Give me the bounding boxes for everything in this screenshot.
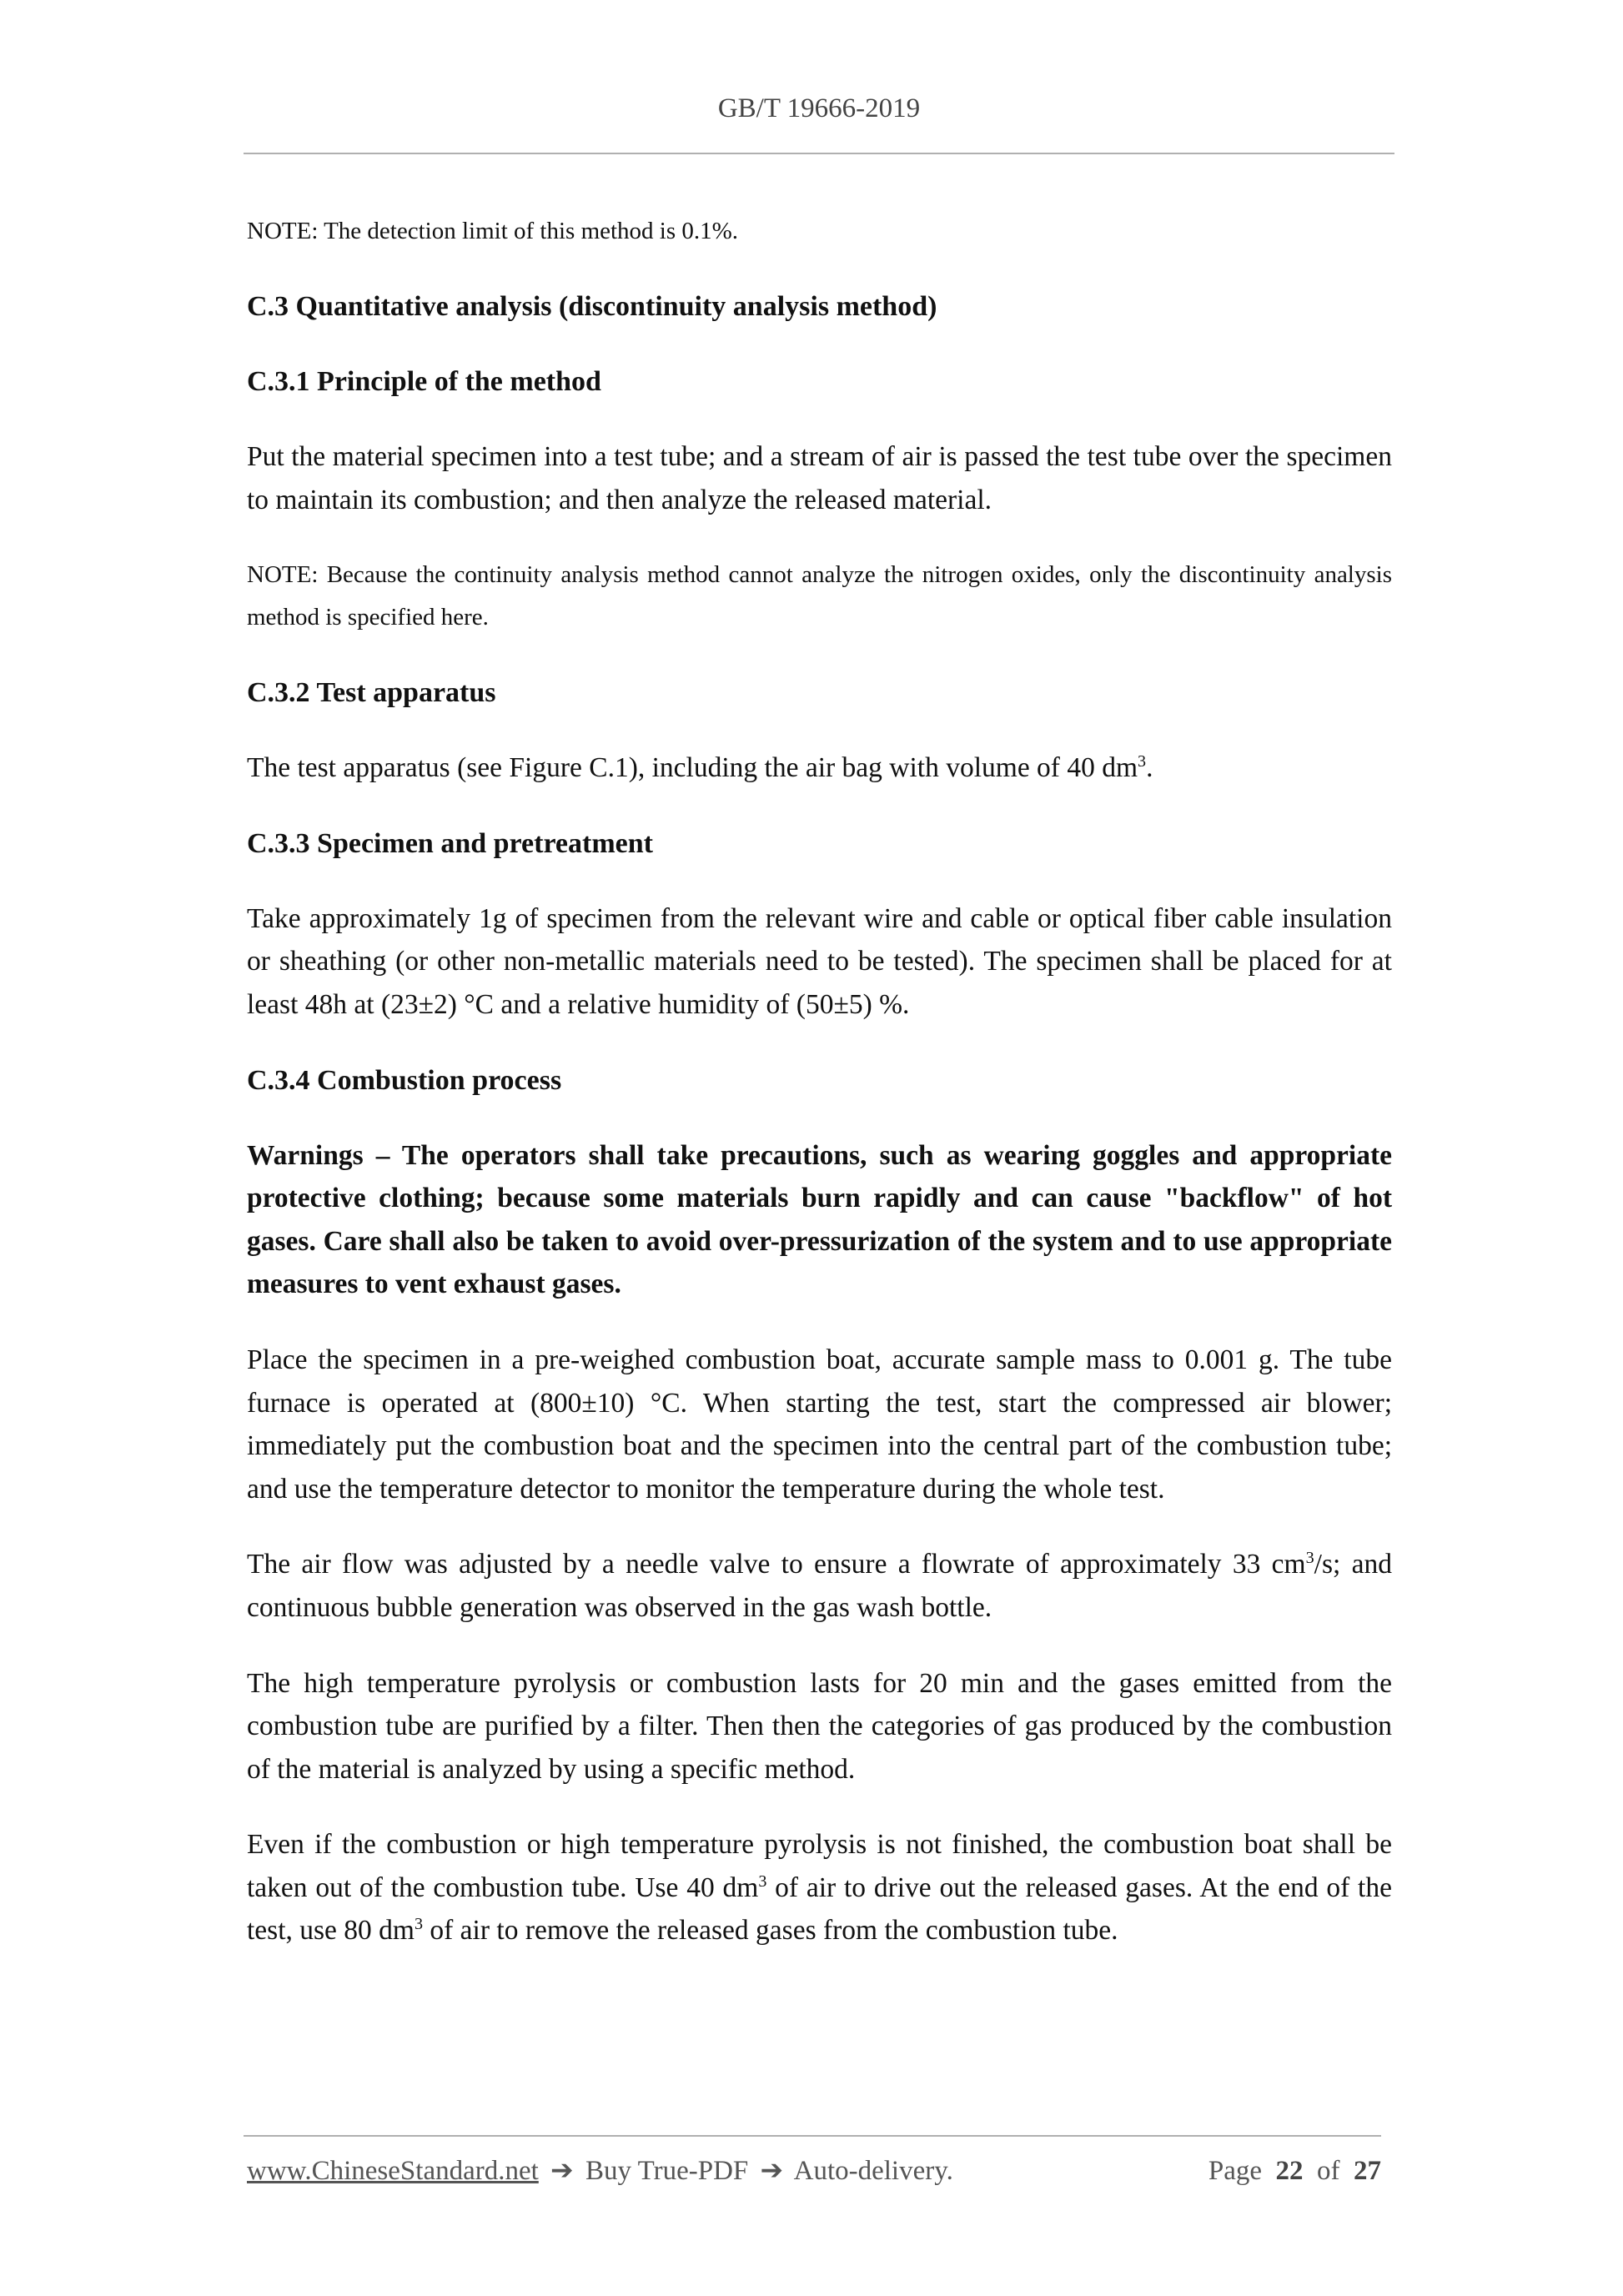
apparatus-text: The test apparatus (see Figure C.1), including the air bag with volume of 40 dm: [247, 752, 1138, 784]
section-c32-heading: C.3.2 Test apparatus: [247, 677, 496, 709]
section-c31-heading: C.3.1 Principle of the method: [247, 366, 601, 397]
removal-text-1: Even if the combustion or high temperature pyrolysis is not finished, the combustion boat shall be taken out of the combustion tube. Use 40 dm: [247, 1829, 1392, 1903]
airflow-superscript: 3: [1305, 1549, 1314, 1568]
combustion-paragraph-3: The high temperature pyrolysis or combustion lasts for 20 min and the gases emitted from the combustion tube are purified by a filter. Then then the categories of gas produced by the combustion of the material is analyzed by using a specific method.: [247, 1667, 1392, 1785]
auto-delivery-text: Auto-delivery.: [793, 2156, 953, 2186]
header-divider: [244, 153, 1394, 154]
removal-superscript-2: 3: [414, 1915, 424, 1934]
page-footer: [247, 2153, 1381, 2187]
removal-text-3: of air to remove the released gases from the combustion tube.: [423, 1915, 1118, 1947]
section-c34-heading: C.3.4 Combustion process: [247, 1064, 562, 1096]
arrow-right-icon: ➔: [550, 2156, 574, 2186]
footer-divider: [244, 2135, 1381, 2137]
continuity-note: NOTE: Because the continuity analysis method cannot analyze the nitrogen oxides, only the discontinuity analysis method is specified here.: [247, 561, 1392, 631]
combustion-paragraph-4: [247, 1823, 1392, 1952]
standard-number: GB/T 19666-2019: [717, 93, 921, 123]
apparatus-tail: .: [1146, 752, 1153, 784]
airflow-tail: /s; and continuous bubble generation was observed in the gas wash bottle.: [247, 1549, 1392, 1623]
detection-limit-note: NOTE: The detection limit of this method is 0.1%.: [247, 218, 739, 244]
page-label: Page: [1208, 2156, 1262, 2186]
specimen-paragraph: Take approximately 1g of specimen from the relevant wire and cable or optical fiber cable insulation or sheathing (or other non-metallic materials need to be tested). The specimen shall be placed for at least 48h at (23±2) °C and a relative humidity of (50±5) %.: [247, 902, 1392, 1020]
of-label: of: [1317, 2156, 1340, 2186]
section-c3-heading: C.3 Quantitative analysis (discontinuity analysis method): [247, 291, 937, 322]
combustion-paragraph-2: [247, 1543, 1392, 1629]
buy-pdf-text: Buy True-PDF: [585, 2156, 749, 2186]
removal-superscript-1: 3: [758, 1871, 767, 1891]
document-header: [244, 93, 1394, 124]
apparatus-superscript: 3: [1138, 752, 1147, 771]
total-page-number: 27: [1354, 2156, 1381, 2186]
combustion-paragraph-1: Place the specimen in a pre-weighed combustion boat, accurate sample mass to 0.001 g. The tube furnace is operated at (800±10) °C. When starting the test, start the compressed air blower; immediately put the combustion boat and the specimen into the central part of the combustion tube; and use the temperature detector to monitor the temperature during the whole test.: [247, 1344, 1392, 1505]
apparatus-paragraph: [247, 746, 1392, 790]
website-link[interactable]: www.ChineseStandard.net: [247, 2156, 539, 2186]
airflow-text: The air flow was adjusted by a needle valve to ensure a flowrate of approximately 33 cm: [247, 1549, 1306, 1580]
warning-paragraph: Warnings – The operators shall take precautions, such as wearing goggles and appropriate protective clothing; because some materials burn rapidly and can cause "backflow" of hot gases. Care shall also be taken to avoid over-pressurization of the system and to use appropriate measures to vent exhaust gases.: [247, 1139, 1392, 1300]
current-page-number: 22: [1275, 2156, 1304, 2186]
page-content: [247, 210, 1392, 1985]
footer-left: [247, 2153, 953, 2187]
principle-paragraph: Put the material specimen into a test tube; and a stream of air is passed the test tube over the specimen to maintain its combustion; and then analyze the released material.: [247, 441, 1392, 515]
removal-text-2: of air to drive out the released gases. At the end of the test, use 80 dm: [247, 1871, 1392, 1947]
page-indicator: [1208, 2156, 1381, 2187]
arrow-right-icon: ➔: [760, 2156, 784, 2186]
section-c33-heading: C.3.3 Specimen and pretreatment: [247, 827, 653, 859]
